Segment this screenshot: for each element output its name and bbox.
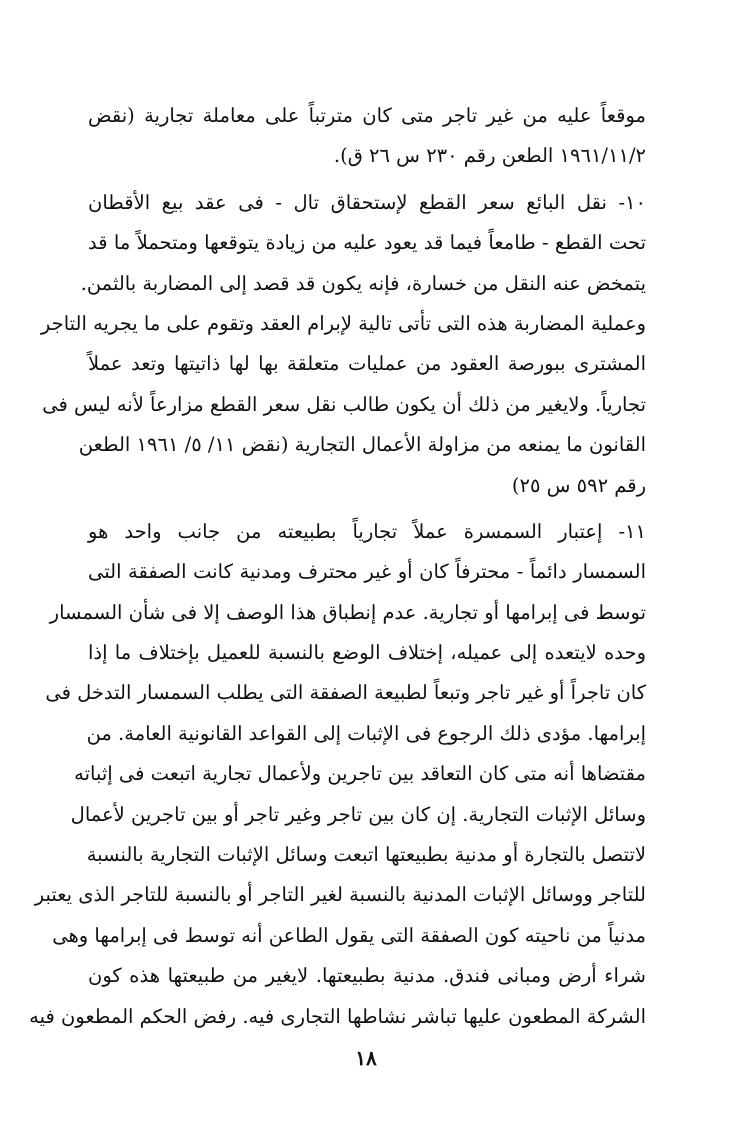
- page-number: ١٨: [355, 1046, 377, 1070]
- text-line: وعملية المضاربة هذه التى تأتى تالية لإبرام العقد وتقوم على ما يجريه التاجر: [40, 311, 646, 335]
- text-line: تحت القطع - طامعاً فيما قد يعود عليه من زيادة يتوقعها ومتحملاً ما قد: [88, 231, 646, 255]
- text-line: الشركة المطعون عليها تباشر نشاطها التجارى فيه. رفض الحكم المطعون فيه: [29, 1004, 646, 1028]
- text-line: مقتضاها أنه متى كان التعاقد بين تاجرين ولأعمال تجارية اتبعت فى إثباته: [74, 762, 646, 786]
- text-line: تجارياً. ولايغير من ذلك أن يكون طالب نقل سعر القطع مزارعاً لأنه ليس فى: [42, 392, 646, 416]
- text-line: وسائل الإثبات التجارية. إن كان بين تاجر وغير تاجر أو بين تاجرين لأعمال: [70, 802, 646, 826]
- text-line: ١٠- نقل البائع سعر القطع لإستحقاق تال - فى عقد بيع الأقطان: [88, 190, 646, 214]
- paragraph: [40, 183, 646, 506]
- paragraph: [29, 512, 646, 1037]
- body-text: [29, 96, 646, 1037]
- text-line: شراء أرض ومبانى فندق. مدنية بطبيعتها. لايغير من طبيعتها هذه كون: [88, 964, 646, 988]
- text-line: وحده لايتعده إلى عميله، إختلاف الوضع بالنسبة للعميل بإختلاف ما إذا: [88, 641, 646, 665]
- paragraph: [88, 96, 646, 177]
- text-line: ١٩٦١/١١/٢ الطعن رقم ٢٣٠ س ٢٦ ق).: [333, 144, 646, 168]
- text-line: كان تاجراً أو غير تاجر وتبعاً لطبيعة الصفقة التى يطلب السمسار التدخل فى: [45, 681, 646, 705]
- text-line: توسط فى إبرامها أو تجارية. عدم إنطباق هذا الوصف إلا فى شأن السمسار: [49, 600, 646, 624]
- text-line: مدنياً من ناحيته كون الصفقة التى يقول الطاعن أنه توسط فى إبرامها وهى: [52, 923, 646, 947]
- text-line: ١١- إعتبار السمسرة عملاً تجارياً بطبيعته من جانب واحد هو: [88, 519, 646, 543]
- text-line: لاتتصل بالتجارة أو مدنية بطبيعتها اتبعت وسائل الإثبات التجارية بالنسبة: [86, 843, 646, 867]
- text-line: موقعاً عليه من غير تاجر متى كان مترتباً على معاملة تجارية (نقض: [88, 104, 646, 127]
- text-line: رقم ٥٩٢ س ٢٥): [511, 473, 646, 497]
- text-line: المشترى ببورصة العقود من عمليات متعلقة بها لها ذاتيتها وتعد عملاً: [88, 352, 646, 376]
- text-line: القانون ما يمنعه من مزاولة الأعمال التجارية (نقض ١١/ ٥/ ١٩٦١ الطعن: [78, 433, 646, 457]
- text-line: للتاجر ووسائل الإثبات المدنية بالنسبة لغير التاجر أو بالنسبة للتاجر الذى يعتبر: [34, 883, 646, 907]
- text-line: السمسار دائماً - محترفاً كان أو غير محترف ومدنية كانت الصفقة التى: [88, 560, 646, 584]
- text-line: إبرامها. مؤدى ذلك الرجوع فى الإثبات إلى القواعد القانونية العامة. من: [86, 721, 646, 745]
- text-line: يتمخض عنه النقل من خسارة، فإنه يكون قد قصد إلى المضاربة بالثمن.: [80, 271, 646, 295]
